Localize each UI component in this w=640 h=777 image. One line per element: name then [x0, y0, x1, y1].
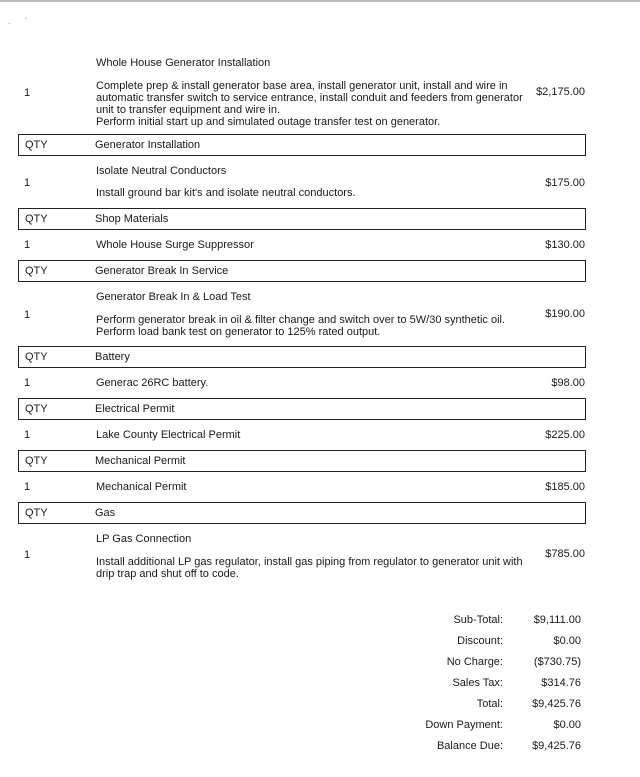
- qty-header: QTY: [25, 507, 48, 519]
- section-title: Isolate Neutral Conductors: [96, 165, 227, 177]
- section-header-title: Mechanical Permit: [95, 455, 186, 467]
- line-qty: 1: [24, 377, 31, 389]
- line-description: Generac 26RC battery.: [96, 377, 209, 389]
- line-price: $185.00: [545, 481, 585, 493]
- section-header: [18, 398, 586, 420]
- scan-speck: . ': [8, 16, 33, 26]
- section-title: Whole House Generator Installation: [96, 57, 271, 69]
- line-price: $98.00: [551, 377, 585, 389]
- scan-edge: [0, 0, 640, 2]
- down-payment-label: Down Payment:: [425, 719, 503, 731]
- discount-value: $0.00: [553, 635, 581, 647]
- qty-header: QTY: [25, 403, 48, 415]
- qty-header: QTY: [25, 351, 48, 363]
- section-header: [18, 260, 586, 282]
- qty-header: QTY: [25, 139, 48, 151]
- section-header: [18, 450, 586, 472]
- line-description: Mechanical Permit: [96, 481, 187, 493]
- section-header: [18, 502, 586, 524]
- total-value: $9,425.76: [532, 698, 581, 710]
- line-qty: 1: [24, 309, 31, 321]
- subtotal-value: $9,111.00: [533, 614, 581, 626]
- line-price: $225.00: [545, 429, 585, 441]
- line-description: Install additional LP gas regulator, install gas piping from regulator to generator unit with drip trap and shut off to code.: [96, 556, 523, 580]
- section-header: [18, 134, 586, 156]
- line-description: Install ground bar kit's and isolate neutral conductors.: [96, 187, 356, 199]
- line-description-text: Perform generator break in oil & filter change and switch over to 5W/30 synthetic oil.: [96, 314, 506, 326]
- line-description-text: Perform initial start up and simulated outage transfer test on generator.: [96, 116, 441, 128]
- line-price: $785.00: [545, 548, 585, 560]
- line-qty: 1: [24, 549, 31, 561]
- total-label: Total:: [476, 698, 503, 710]
- section-header-title: Generator Installation: [95, 139, 201, 151]
- sales-tax-value: $314.76: [541, 677, 581, 689]
- qty-header: QTY: [25, 213, 48, 225]
- section-header: [18, 346, 586, 368]
- line-description: Lake County Electrical Permit: [96, 429, 241, 441]
- section-header-title: Generator Break In Service: [95, 265, 229, 277]
- no-charge-label: No Charge:: [446, 656, 503, 668]
- qty-header: QTY: [25, 265, 48, 277]
- line-qty: 1: [24, 429, 31, 441]
- line-description: [96, 314, 505, 338]
- section-title: LP Gas Connection: [96, 533, 192, 545]
- qty-header: QTY: [25, 455, 48, 467]
- line-qty: 1: [24, 87, 31, 99]
- no-charge-value: ($730.75): [533, 656, 581, 668]
- line-qty: 1: [24, 481, 31, 493]
- line-description: Whole House Surge Suppressor: [96, 239, 254, 251]
- discount-label: Discount:: [457, 635, 503, 647]
- section-title: Generator Break In & Load Test: [96, 291, 251, 303]
- balance-due-value: $9,425.76: [532, 740, 581, 752]
- balance-due-label: Balance Due:: [436, 740, 503, 752]
- line-price: $130.00: [545, 239, 585, 251]
- section-header-title: Battery: [95, 351, 130, 363]
- line-price: $190.00: [545, 308, 585, 320]
- section-header: [18, 208, 586, 230]
- line-qty: 1: [24, 177, 31, 189]
- line-description-text: Complete prep & install generator base area, install generator unit, install and wire in automatic transfer switch to service entrance, install conduit and feeders from generator unit to transfer equipment and wire in.: [96, 80, 523, 116]
- line-price: $175.00: [545, 177, 585, 189]
- line-price: $2,175.00: [536, 86, 585, 98]
- sales-tax-label: Sales Tax:: [452, 677, 503, 689]
- down-payment-value: $0.00: [553, 719, 581, 731]
- line-description: [96, 80, 526, 128]
- line-qty: 1: [24, 239, 31, 251]
- section-header-title: Shop Materials: [95, 213, 169, 225]
- section-header-title: Electrical Permit: [95, 403, 175, 415]
- subtotal-label: Sub-Total:: [453, 614, 503, 626]
- section-header-title: Gas: [95, 507, 116, 519]
- line-description-text: Perform load bank test on generator to 125% rated output.: [96, 326, 381, 338]
